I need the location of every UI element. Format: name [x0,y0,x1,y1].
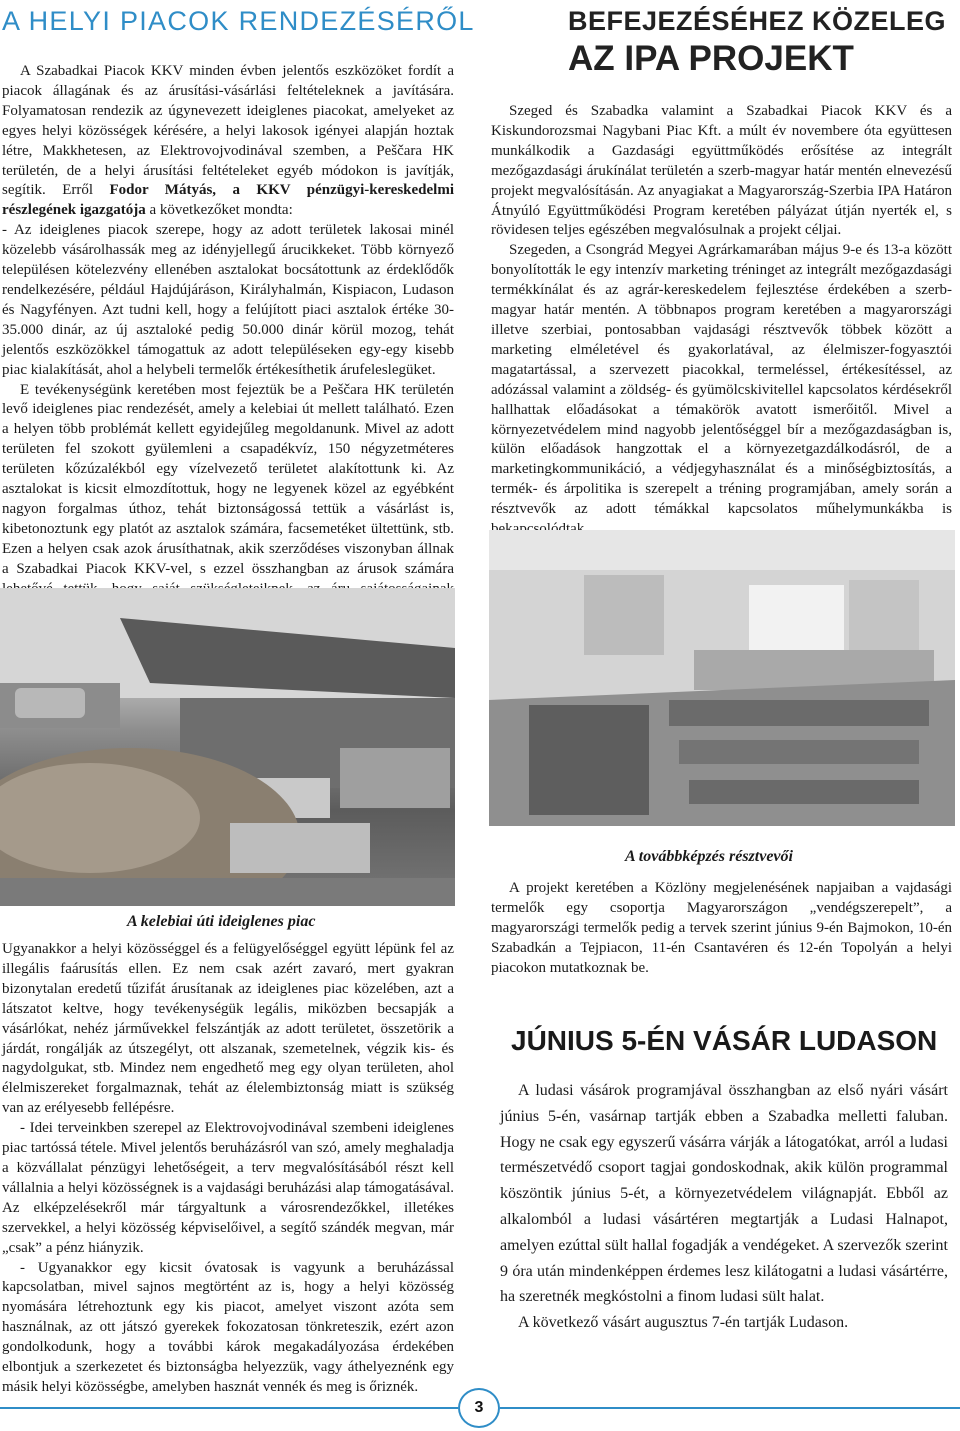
article-body-right-mid [491,879,952,979]
article-title-right [568,6,947,79]
ludas-paragraph-1: A ludasi vásárok programjával összhangban az első nyári vásárt június 5-én, vasárnap tartják ebben a Szabadka melletti faluban. Hogy ne csak egy egyszerű vásárra várják a látogatókat, arról a ludasi természetvédő csoport tagjai gondoskodnak, akik külön programmal köszöntik június 5-ét, a környezetvédelem világnapját. Ebből az alkalomból a ludasi vásártéren megtartják a Ludasi Halnapot, amelyen ezúttal sült hallal fogadják a vendégeket. A szervezők szerint 9 óra után mindenképpen érdemes lesz kilátogatni a ludasi vásártérre, ha szeretnék megkóstolni a finom ludasi sült halat. [500,1082,948,1306]
quote-paragraph-2: E tevékenységünk keretében most fejeztük be a Peščara HK területén levő ideiglenes piac rendezését, amely a kelebiai út mellett található. Ezen a helyen több problémát kellett egyidejűleg megoldanunk. Mivel az adott területen fel szokott gyülemleni a csapadékvíz, 150 négyzetméteres területen kőzúzalékból egy vízelvezető területet alakítottunk ki. Az asztalokat is kicsit elmozdítottuk, hogy ne legyenek közel az egyébként nagyon forgalmas úthoz, tehát biztonságossá tettük a vásárlást is, kibetonoztunk egy platót az asztalok számára, facsemetéket ültettünk, stb. Ezen a helyen csak azok árusíthatnak, akik szerződéses viszonyban állnak a Szabadkai Piacok KKV-vel, s ezzel összhangban az árusok számára [2,381,454,577]
quote-paragraph-1: - Az ideiglenes piacok szerepe, hogy az adott területek lakosai minél közelebb vásárolhassák meg az idényjellegű árucikkeket. Több környező településen kötelezvény ellenében asztalokat bocsátottunk az érdeklődők rendelkezésére, például Hajdújáráson, Királyhalmán, Kispiacon, Ludason és Nagyfényen. Azt tudni kell, hogy a felújított piaci asztalok értéke 30-35.000 dinár, az új asztaloké pedig 50.000 dinár körül mozog, tehát jelentős eszközökkel támogattuk az adott településeken egy-egy kisebb piac kialakítását, ahol a helybeli termelők értékesíthetik árufeleslegüket. [2,222,454,378]
article-title-right-line1: BEFEJEZÉSÉHEZ KÖZELEG [568,6,947,36]
footer-rule-right [500,1407,960,1409]
market-photo [0,588,455,906]
ipa-paragraph-1: Szeged és Szabadka valamint a Szabadkai Piacok KKV és a Kiskundorozsmai Nagybani Piac Kft. a múlt év novembere óta együttesen munkálkodik a Gazdasági együttműködés erősítése az integrált mezőgazdasági árukínálat területén a szerb-magyar határ mentén elnevezésű projekt megvalósításán. Az anyagiakat a Magyarország-Szerbia IPA Határon Átnyúló Együttműködési Program keretében pályázat útján nyerték el, s rövidesen teljes egészében megvalósulnak a projekt céljai. [491,103,952,239]
training-photo [489,530,955,826]
interviewee-name: Fodor Mátyás, a KKV pénzügyi-kereskedelmi részlegének igazgatója [2,182,454,219]
article-body-right-top [491,102,952,540]
training-photo-image [489,530,955,826]
body-paragraph-2: - Idei terveinkben szerepel az Elektrovojvodinával szembeni ideiglenes piac tartóssá tétele. Mivel jelentős beruházásról van szó, amely meghaladja a közvállalat pénzügyi lehetőségeit, a terv megvalósításából részt kell vállalnia a helyi közösségnek is a vajdasági beruházási alap támogatásával. Az elképzelésekről már tárgyaltunk a városrendezőkkel, illetékes szervekkel, a helyi közösség képviselőivel, a segítő szándék megvan, már „csak” a pénz hiányzik. [2,1120,454,1256]
article-body-left-bottom [2,940,454,1398]
ludas-paragraph-2: A következő vásárt augusztus 7-én tartják Ludason. [518,1314,849,1332]
market-photo-caption: A kelebiai úti ideiglenes piac [127,913,316,930]
training-photo-caption: A továbbképzés résztvevői [625,848,793,865]
ludas-article-body [500,1078,948,1336]
body-paragraph-3: - Ugyanakkor egy kicsit óvatosak is vagyunk a beruházással kapcsolatban, mivel sajnos megtörtént az is, hogy a helyi közösség nyomására létrehoztunk egy kis piacot, amelyet viszont azóta sem használnak, az ott játszó gyerekek fokozatosan tönkreteszik, ezért azon gondolkodunk, hogy a további károk megakadályozása érdekében elbontjuk a szerkezetet és biztonságba helyezzük, vagy áthelyeznénk egy másik helyi közösségbe, amelyben hasznát vennék és meg is őriznék. [2,1259,454,1395]
intro-paragraph: A Szabadkai Piacok KKV minden évben jelentős eszközöket fordít a piacok állagának és az árusítási-vásárlási feltételeknek a javítására. Folyamatosan rendezik az úgynevezett ideiglenes piacokat, amelyeket az egyes helyi közösségek kérésére, a helyi lakosok igényei alapján hoztak létre, Makkhetesen, az Elektrovojvodinával szemben, a Peščara HK területén, de a helyi árusítási feltételeket egyéb módokon is javítják, segítik. Erről Fodor Mátyás, a KKV pénzügyi-kereskedelmi részlegének igazgatója a következőket mondta: [2,63,454,219]
page-number: 3 [458,1388,500,1428]
market-photo-image [0,588,455,906]
body-paragraph-1: Ugyanakkor a helyi közösséggel és a felügyelőséggel együtt lépünk fel az illegális faárusítás ellen. Ez nem csak azért zavaró, mert gyakran bizonytalan eredetű tűzifát árusítanak az ideiglenes piac közelében, azt a látszatot keltve, hogy tevékenységük legális, miközben becsapják a vásárlókat, nehéz járművekkel felszántják az adott területet, összetörik a járdát, rongálják az útszegélyt, ott alszanak, szemetelnek, végzik kis- és nagydolgukat, stb. Mindez nem engedhető meg egy olyan területen, ahol élelmiszereket forgalmaznak, tehát az élelembiztonság miatt is szükség van az erélyesebb fellépésre. [2,941,454,1117]
article-title-left: A HELYI PIACOK RENDEZÉSÉRŐL [2,6,475,36]
ipa-paragraph-3: A projekt keretében a Közlöny megjelenésének napjaiban a vajdasági termelők egy csoportja Magyarországon „vendégszerepelt”, a magyarországi termelők pedig a tervek szerint június 9-én Bajmokon, 10-én Szabadkán a Tejpiacon, 11-én Csantavéren és 12-én Topolyán a helyi piacokon mutatkoznak be. [491,880,952,976]
footer-rule-left [0,1407,458,1409]
ipa-paragraph-2: Szegeden, a Csongrád Megyei Agrárkamarában május 9-e és 13-a között bonyolították le egy intenzív marketing tréninget az integrált mezőgazdasági termékkínálat és az agrár-kereskedelem fejlesztése érdekében a szerb-magyar határ mentén. A többnapos program keretében a magyarországi illetve szerbiai, pontosabban vajdasági résztvevők többek között a marketing elméletével és gyakorlatával, az élelmiszer-fogyasztói magatartással, a szervezett piacokkal, termeléssel, értékesítéssel, az adózással valamint a zöldség- és gyümölcskivitellel kapcsolatos kérdésekről hallhattak előadásokat a témakörök avatott ismerőitől. Mivel a környezetvédelem mind nagyobb jelentőséggel bír a mezőgazdaságban is, külön előadások hangzottak el a környezetgazdálkodásról, de a marketingkommunikáció, a védjegyhasználat és a minőségbiztosítás, a termék- és árpolitika is szerepelt a tréning programjában, amely során a résztvevők az adott témákkal kapcsolatos műhelymunkákba is [491,242,952,518]
article-title-right-line2: AZ IPA PROJEKT [568,39,854,78]
ludas-article-title: JÚNIUS 5-ÉN VÁSÁR LUDASON [511,1025,938,1056]
article-body-left-top [2,62,454,619]
